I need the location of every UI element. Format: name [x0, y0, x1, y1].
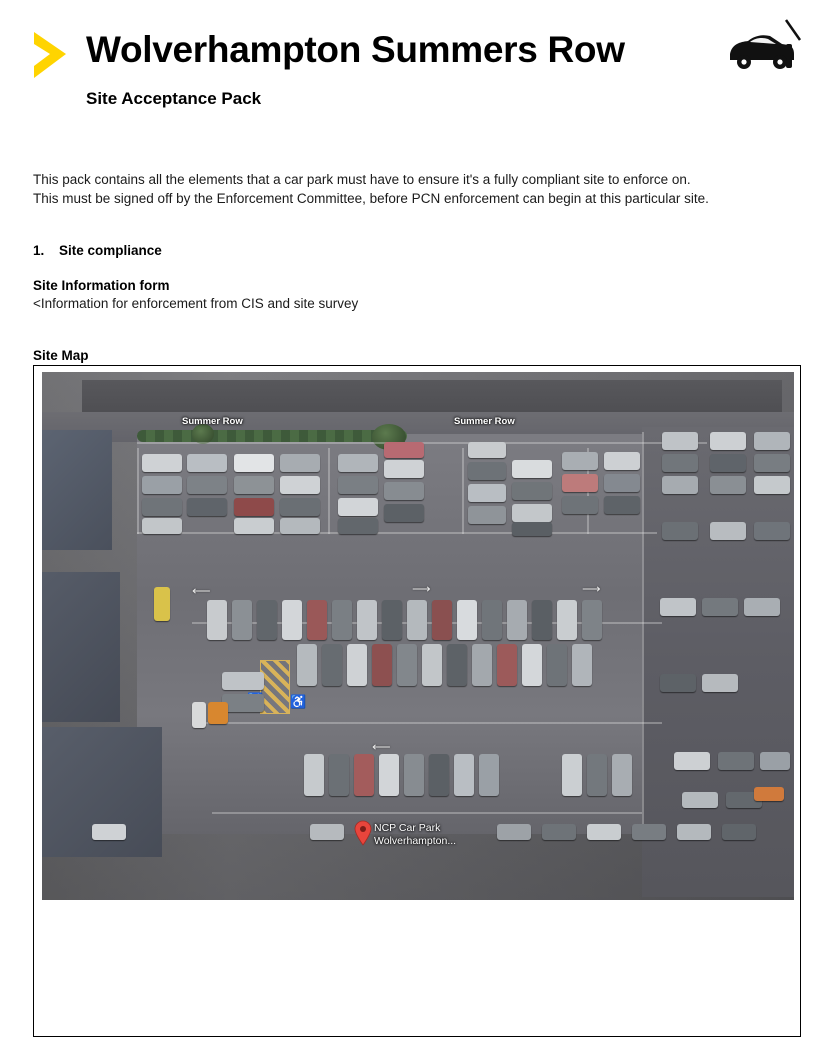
street-label-left: Summer Row	[182, 416, 243, 427]
parked-car	[354, 754, 374, 796]
parked-car	[512, 460, 552, 478]
parked-car	[674, 752, 710, 770]
document-header	[0, 0, 822, 130]
map-pin-label-line-2: Wolverhampton...	[374, 835, 457, 847]
parked-car	[397, 644, 417, 686]
parked-car	[429, 754, 449, 796]
parked-car	[142, 476, 182, 494]
parked-car	[562, 452, 598, 470]
parked-car	[282, 600, 302, 640]
parked-car-street	[677, 824, 711, 840]
intro-paragraph	[33, 170, 798, 208]
parked-car	[472, 644, 492, 686]
parked-car	[338, 518, 378, 534]
subheading-site-map: Site Map	[33, 348, 89, 363]
parked-car	[702, 598, 738, 616]
parked-car	[187, 476, 227, 494]
parked-car	[142, 498, 182, 516]
parked-car	[582, 600, 602, 640]
parked-car	[329, 754, 349, 796]
site-information-placeholder-text: <Information for enforcement from CIS and site survey	[33, 296, 359, 311]
intro-line-1: This pack contains all the elements that a car park must have to ensure it's a fully compliant site to enforce on.	[33, 172, 691, 187]
direction-arrow-left: ⟵	[192, 583, 211, 598]
parked-car	[432, 600, 452, 640]
parked-car	[447, 644, 467, 686]
parked-car	[307, 600, 327, 640]
parked-car	[682, 792, 718, 808]
parked-car-street	[310, 824, 344, 840]
parked-car	[754, 787, 784, 801]
parked-car	[234, 498, 274, 516]
parked-car	[662, 454, 698, 472]
building-west-2	[42, 572, 120, 722]
direction-arrow-left: ⟵	[372, 739, 391, 754]
parked-car	[280, 518, 320, 534]
parked-car	[562, 754, 582, 796]
parked-car	[754, 476, 790, 494]
parked-car	[332, 600, 352, 640]
parked-car	[710, 454, 746, 472]
disabled-bay-marking: ♿	[290, 694, 307, 709]
parked-car	[232, 600, 252, 640]
parked-car	[404, 754, 424, 796]
parked-car	[604, 474, 640, 492]
parked-car	[234, 454, 274, 472]
parked-car	[382, 600, 402, 640]
parked-car	[468, 484, 506, 502]
tree-canopy-2	[192, 424, 214, 444]
street-label-right: Summer Row	[454, 416, 515, 427]
parked-car	[604, 452, 640, 470]
section-heading	[33, 243, 162, 258]
intro-line-2: This must be signed off by the Enforcement Committee, before PCN enforcement can begin at this particular site.	[33, 191, 709, 206]
parked-car	[187, 454, 227, 472]
hedge-row	[137, 430, 407, 442]
parked-car	[297, 644, 317, 686]
subheading-site-information-form: Site Information form	[33, 278, 170, 293]
parked-car	[454, 754, 474, 796]
parked-car	[562, 496, 598, 514]
parked-car	[587, 754, 607, 796]
parked-car	[604, 496, 640, 514]
bay-divider	[462, 448, 464, 534]
parked-car	[357, 600, 377, 640]
parked-car	[338, 498, 378, 516]
parked-car	[422, 644, 442, 686]
direction-arrow-right: ⟶	[582, 581, 601, 596]
parked-car	[379, 754, 399, 796]
parked-car	[512, 522, 552, 536]
bay-divider	[212, 812, 642, 814]
parked-car	[187, 498, 227, 516]
parked-car	[257, 600, 277, 640]
page-title: Wolverhampton Summers Row	[86, 29, 625, 70]
bay-divider	[192, 722, 662, 724]
parked-car	[222, 672, 264, 690]
parked-car	[154, 587, 170, 621]
parked-car	[572, 644, 592, 686]
parked-car	[660, 674, 696, 692]
bay-divider	[328, 448, 330, 534]
parked-car	[557, 600, 577, 640]
parked-car	[207, 600, 227, 640]
parked-car	[522, 644, 542, 686]
parked-car	[710, 522, 746, 540]
parked-car-street	[497, 824, 531, 840]
map-pin-label-line-1: NCP Car Park	[374, 822, 441, 834]
bay-divider	[137, 448, 139, 534]
section-title: Site compliance	[59, 243, 162, 258]
parked-car	[662, 432, 698, 450]
parked-car-street	[587, 824, 621, 840]
parked-car	[662, 522, 698, 540]
parked-car	[304, 754, 324, 796]
parked-car	[280, 454, 320, 472]
parked-car	[468, 462, 506, 480]
parked-car	[660, 598, 696, 616]
parked-car	[407, 600, 427, 640]
hatched-no-parking-area	[260, 660, 290, 714]
parked-car-street	[722, 824, 756, 840]
parked-car	[347, 644, 367, 686]
parked-car	[468, 442, 506, 458]
section-number: 1.	[33, 243, 45, 258]
parked-car	[372, 644, 392, 686]
parked-car	[497, 644, 517, 686]
parked-car	[718, 752, 754, 770]
chevron-right-icon	[30, 28, 74, 82]
parked-car	[234, 518, 274, 534]
parked-car	[384, 442, 424, 458]
parked-car	[142, 454, 182, 472]
parked-car	[547, 644, 567, 686]
parked-car	[507, 600, 527, 640]
parked-car	[754, 522, 790, 540]
parked-car	[468, 506, 506, 524]
bay-divider	[137, 532, 657, 534]
parked-car	[384, 460, 424, 478]
parked-car	[562, 474, 598, 492]
parked-car	[142, 518, 182, 534]
parked-car	[384, 482, 424, 500]
parked-car	[338, 454, 378, 472]
car-icon	[724, 14, 802, 78]
parked-car	[457, 600, 477, 640]
satellite-imagery	[42, 372, 794, 900]
parked-car	[532, 600, 552, 640]
parked-car	[322, 644, 342, 686]
parked-car	[234, 476, 274, 494]
site-map-image	[42, 372, 794, 900]
parked-car	[208, 702, 228, 724]
bay-divider	[642, 432, 644, 832]
parked-car	[702, 674, 738, 692]
parked-car	[612, 754, 632, 796]
parked-car-street	[92, 824, 126, 840]
parked-car	[760, 752, 790, 770]
parked-car	[192, 702, 206, 728]
parked-car	[512, 482, 552, 500]
parked-car	[222, 694, 264, 712]
parked-car	[384, 504, 424, 522]
parked-car	[744, 598, 780, 616]
building-west-1	[42, 430, 112, 550]
parked-car	[662, 476, 698, 494]
parked-car	[482, 600, 502, 640]
parked-car	[754, 432, 790, 450]
parked-car	[479, 754, 499, 796]
page-subtitle: Site Acceptance Pack	[86, 89, 262, 108]
direction-arrow-right: ⟶	[412, 581, 431, 596]
parked-car-street	[542, 824, 576, 840]
site-map-frame	[33, 365, 801, 1037]
parked-car	[280, 498, 320, 516]
parked-car	[710, 432, 746, 450]
parked-car-street	[632, 824, 666, 840]
parked-car	[338, 476, 378, 494]
parked-car	[710, 476, 746, 494]
parked-car	[280, 476, 320, 494]
parked-car	[512, 504, 552, 522]
map-pin-icon[interactable]	[354, 820, 372, 846]
map-pin-label	[374, 822, 456, 848]
parked-car	[754, 454, 790, 472]
